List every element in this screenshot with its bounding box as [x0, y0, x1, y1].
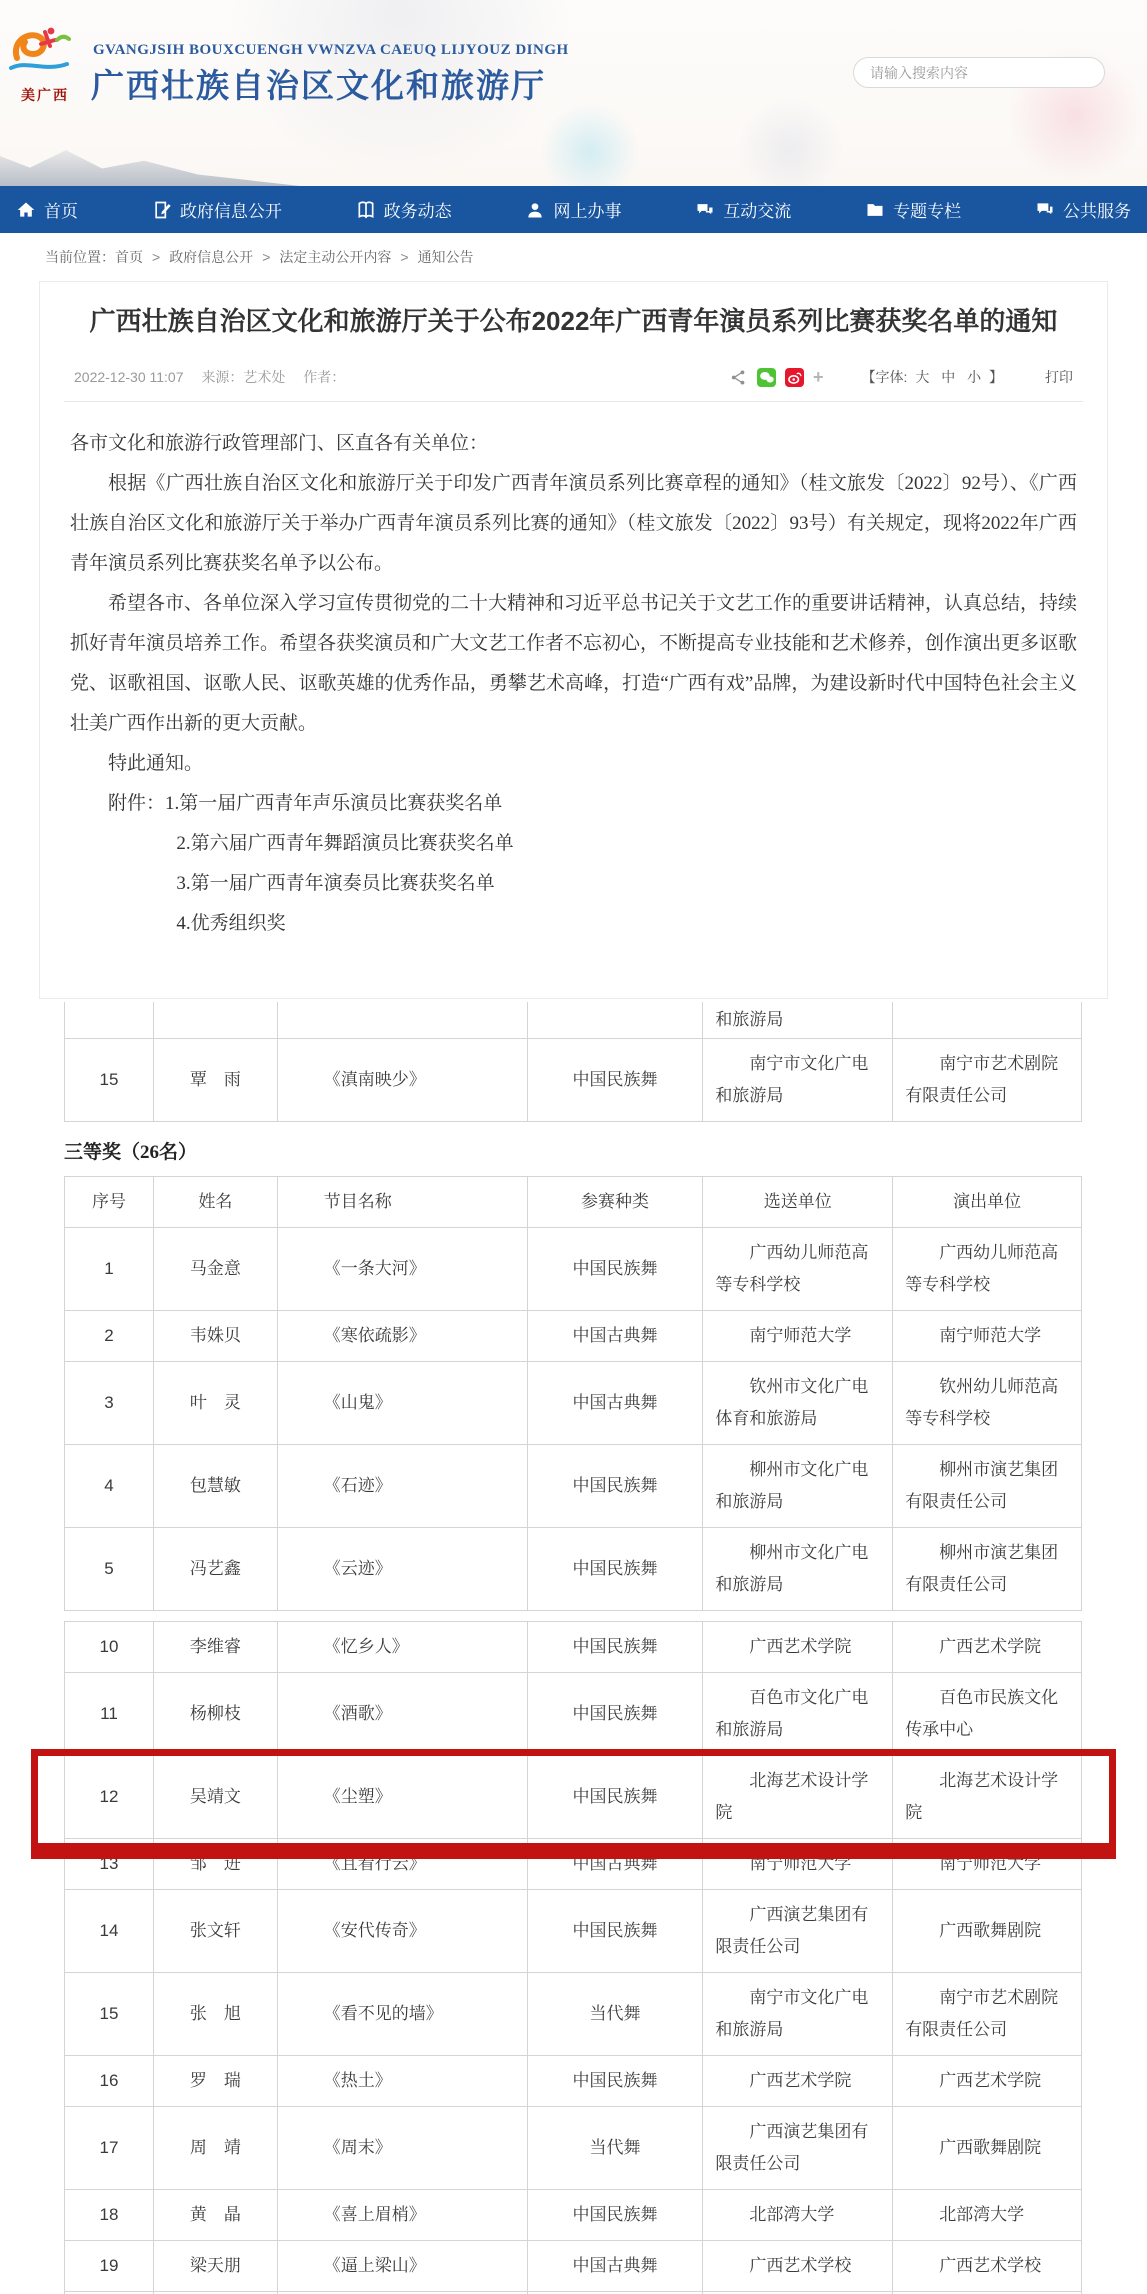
paragraph-closing: 特此通知。 — [108, 753, 204, 774]
cell-program-title: 《滇南映少》 — [278, 1039, 528, 1121]
cell-text: 钦州幼儿师范高等专科学校 — [905, 1377, 1059, 1428]
cell-program-title: 《喜上眉梢》 — [278, 2190, 528, 2240]
attachments-line — [70, 784, 1077, 824]
print-button[interactable]: 打印 — [1045, 369, 1073, 385]
cell-text: 广西歌舞剧院 — [939, 2138, 1042, 2157]
table-row — [65, 1839, 1082, 1890]
cell-text: 北海艺术设计学院 — [905, 1771, 1059, 1822]
cell-text: 北部湾大学 — [939, 2205, 1025, 2224]
cell-performing-org — [893, 2107, 1082, 2189]
table-row — [65, 1002, 1082, 1039]
table-header-row — [65, 1177, 1082, 1228]
cell-category: 中国民族舞 — [528, 1445, 704, 1527]
article-meta — [74, 367, 359, 387]
cell-name: 梁天朋 — [154, 2241, 278, 2291]
breadcrumb-item-home[interactable]: 首页 — [115, 249, 143, 265]
table-row — [65, 1890, 1082, 1973]
cell-text: 南宁市文化广电和旅游局 — [715, 1054, 869, 1105]
breadcrumb — [0, 233, 1147, 281]
cell-name: 吴靖文 — [154, 1756, 278, 1838]
cell-text: 钦州市文化广电体育和旅游局 — [715, 1377, 869, 1428]
cell-submitting-org — [703, 1362, 893, 1444]
cell-submitting-org — [703, 1673, 893, 1755]
table-row — [65, 2107, 1082, 2190]
table-row — [65, 1311, 1082, 1362]
cell-text: 广西艺术学校 — [749, 2256, 852, 2275]
cell-text: 百色市文化广电和旅游局 — [715, 1688, 869, 1739]
cell-name: 包慧敏 — [154, 1445, 278, 1527]
cell-name: 覃 雨 — [154, 1039, 278, 1121]
cell-program-title: 《一条大河》 — [278, 1228, 528, 1310]
cell-category: 中国民族舞 — [528, 1039, 704, 1121]
cell-text: 南宁师范大学 — [749, 1326, 852, 1345]
table-row — [65, 1228, 1082, 1311]
table-row — [65, 1039, 1082, 1122]
font-size-tools — [862, 367, 1003, 387]
cell-submitting-org — [703, 1890, 893, 1972]
third-prize-heading: 三等奖（26名） — [64, 1142, 198, 1163]
share-more-button[interactable]: + — [813, 366, 824, 387]
cell-performing-org — [893, 1362, 1082, 1444]
second-prize-table-fragment — [64, 1002, 1082, 1122]
home-icon — [16, 200, 36, 220]
cell-seq: 2 — [65, 1311, 154, 1361]
cell-text: 和旅游局 — [715, 1010, 784, 1029]
nav-item-home[interactable] — [16, 197, 78, 222]
cell-category: 中国民族舞 — [528, 1673, 704, 1755]
cell-program-title: 《寒依疏影》 — [278, 1311, 528, 1361]
cell-seq: 19 — [65, 2241, 154, 2291]
cell-text: 广西演艺集团有限责任公司 — [715, 2122, 869, 2173]
cell-program-title — [278, 1002, 528, 1038]
article-tools — [720, 367, 1073, 388]
breadcrumb-item-notices[interactable]: 通知公告 — [417, 249, 474, 265]
cell-performing-org — [893, 1839, 1082, 1889]
cell-program-title: 《看不见的墙》 — [278, 1973, 528, 2055]
online-service-icon — [525, 200, 545, 220]
nav-label: 公共服务 — [1062, 202, 1131, 221]
cell-seq: 15 — [65, 1039, 154, 1121]
breadcrumb-item-statutory-disclosure[interactable]: 法定主动公开内容 — [279, 249, 392, 265]
source-label: 来源：艺术处 — [201, 369, 286, 385]
font-size-medium-button[interactable]: 中 — [941, 369, 956, 385]
cell-seq: 11 — [65, 1673, 154, 1755]
cell-seq: 1 — [65, 1228, 154, 1310]
nav-item-online-service[interactable] — [525, 197, 621, 222]
cell-text: 北海艺术设计学院 — [715, 1771, 869, 1822]
cell-name: 杨柳枝 — [154, 1673, 278, 1755]
table-row — [65, 2241, 1082, 2292]
third-prize-table-part1 — [64, 1176, 1082, 1611]
cell-name: 马金意 — [154, 1228, 278, 1310]
cell-seq: 4 — [65, 1445, 154, 1527]
attachment-item-4[interactable]: 4.优秀组织奖 — [176, 913, 286, 934]
cell-performing-org — [893, 1002, 1082, 1038]
cell-name: 黄 晶 — [154, 2190, 278, 2240]
cell-text: 南宁市艺术剧院有限责任公司 — [905, 1988, 1059, 2039]
cell-performing-org — [893, 1528, 1082, 1610]
share-icon[interactable] — [729, 368, 748, 387]
cell-seq: 3 — [65, 1362, 154, 1444]
interaction-icon — [695, 200, 715, 220]
cell-text: 南宁市文化广电和旅游局 — [715, 1988, 869, 2039]
cell-performing-org — [893, 2056, 1082, 2106]
nav-label: 首页 — [44, 202, 78, 221]
nav-item-interaction[interactable] — [695, 197, 791, 222]
wechat-share-icon[interactable] — [757, 368, 776, 387]
cell-program-title: 《逼上梁山》 — [278, 2241, 528, 2291]
site-title: 广西壮族自治区文化和旅游厅 — [91, 67, 546, 104]
cell-program-title: 《酒歌》 — [278, 1673, 528, 1755]
column-header: 节目名称 — [278, 1177, 528, 1227]
info-disclosure-icon — [152, 200, 172, 220]
cell-performing-org — [893, 1039, 1082, 1121]
cell-submitting-org — [703, 1839, 893, 1889]
cell-text: 南宁师范大学 — [939, 1854, 1042, 1873]
cell-text: 北部湾大学 — [749, 2205, 835, 2224]
article-body — [64, 424, 1083, 944]
special-topics-icon — [865, 200, 885, 220]
cell-submitting-org — [703, 2056, 893, 2106]
column-header: 姓名 — [154, 1177, 278, 1227]
cell-text: 南宁师范大学 — [749, 1854, 852, 1873]
cell-text: 广西幼儿师范高等专科学校 — [715, 1243, 869, 1294]
cell-performing-org — [893, 2190, 1082, 2240]
cell-category: 中国古典舞 — [528, 2241, 704, 2291]
search-input[interactable] — [853, 57, 1105, 88]
cell-name: 韦姝贝 — [154, 1311, 278, 1361]
nav-label: 政府信息公开 — [179, 202, 282, 221]
cell-text: 广西艺术学院 — [939, 2071, 1042, 2090]
cell-category: 中国民族舞 — [528, 2190, 704, 2240]
cell-performing-org — [893, 1890, 1082, 1972]
third-prize-table-part2 — [64, 1621, 1082, 2294]
breadcrumb-item-info-disclosure[interactable]: 政府信息公开 — [169, 249, 254, 265]
cell-submitting-org — [703, 1039, 893, 1121]
cell-text: 广西艺术学院 — [939, 1637, 1042, 1656]
cell-text: 广西幼儿师范高等专科学校 — [905, 1243, 1059, 1294]
cell-seq: 17 — [65, 2107, 154, 2189]
cell-text: 柳州市演艺集团有限责任公司 — [905, 1460, 1059, 1511]
font-size-large-button[interactable]: 大 — [915, 369, 930, 385]
cell-program-title: 《尘塑》 — [278, 1756, 528, 1838]
cell-name — [154, 1002, 278, 1038]
cell-text: 百色市民族文化传承中心 — [905, 1688, 1059, 1739]
cell-seq: 10 — [65, 1622, 154, 1672]
cell-seq — [65, 1002, 154, 1038]
breadcrumb-prefix: 当前位置： — [45, 249, 115, 265]
cell-program-title: 《忆乡人》 — [278, 1622, 528, 1672]
column-header: 参赛种类 — [528, 1177, 704, 1227]
cell-text: 广西艺术学院 — [749, 1637, 852, 1656]
cell-submitting-org — [703, 1228, 893, 1310]
nav-item-public-service[interactable] — [1035, 197, 1131, 222]
cell-performing-org — [893, 1622, 1082, 1672]
cell-program-title: 《云迹》 — [278, 1528, 528, 1610]
column-header: 演出单位 — [893, 1177, 1082, 1227]
cell-category: 中国民族舞 — [528, 1756, 704, 1838]
cell-name: 张 旭 — [154, 1973, 278, 2055]
public-service-icon — [1035, 200, 1055, 220]
cell-category: 中国民族舞 — [528, 1890, 704, 1972]
cell-text: 广西艺术学院 — [749, 2071, 852, 2090]
cell-performing-org — [893, 1445, 1082, 1527]
cell-program-title: 《安代传奇》 — [278, 1890, 528, 1972]
paragraph-basis: 根据《广西壮族自治区文化和旅游厅关于印发广西青年演员系列比赛章程的通知》（桂文旅发〔2022〕92号）、《广西壮族自治区文化和旅游厅关于举办广西青年演员系列比赛的通知》（桂文旅发〔2022〕93号）有关规定，现将2022年广西青年演员系列比赛获奖名单予以公布。 — [70, 473, 1077, 574]
cell-program-title: 《石迹》 — [278, 1445, 528, 1527]
cell-text: 广西艺术学校 — [939, 2256, 1042, 2275]
cell-category: 中国古典舞 — [528, 1839, 704, 1889]
breadcrumb-separator: > — [400, 249, 409, 265]
cell-performing-org — [893, 1973, 1082, 2055]
font-tools-prefix: 【字体: — [861, 369, 908, 385]
cell-program-title: 《周末》 — [278, 2107, 528, 2189]
paragraph-salutation: 各市文化和旅游行政管理部门、区直各有关单位： — [70, 433, 489, 454]
weibo-share-icon[interactable] — [785, 368, 804, 387]
cell-name: 叶 灵 — [154, 1362, 278, 1444]
table-row — [65, 1445, 1082, 1528]
attachment-item-1[interactable]: 1.第一届广西青年声乐演员比赛获奖名单 — [165, 793, 503, 814]
cell-performing-org — [893, 2241, 1082, 2291]
cell-submitting-org — [703, 1756, 893, 1838]
article-container — [39, 281, 1108, 999]
cell-name: 罗 瑞 — [154, 2056, 278, 2106]
cell-category: 中国古典舞 — [528, 1362, 704, 1444]
author-label: 作者： — [303, 369, 346, 385]
cell-category: 当代舞 — [528, 2107, 704, 2189]
nav-label: 政务动态 — [383, 202, 452, 221]
cell-category — [528, 1002, 704, 1038]
cell-submitting-org — [703, 1528, 893, 1610]
cell-submitting-org — [703, 2190, 893, 2240]
table-row — [65, 1756, 1082, 1839]
site-masthead — [0, 0, 1147, 186]
nav-label: 网上办事 — [553, 202, 622, 221]
cell-program-title: 《热土》 — [278, 2056, 528, 2106]
cell-seq: 13 — [65, 1839, 154, 1889]
table-row — [65, 1673, 1082, 1756]
mountain-decoration — [0, 140, 300, 186]
cell-submitting-org — [703, 1973, 893, 2055]
zhuangmei-guangxi-logo-icon — [5, 24, 85, 80]
cell-submitting-org — [703, 1622, 893, 1672]
cell-submitting-org — [703, 2241, 893, 2291]
cell-category: 中国民族舞 — [528, 1528, 704, 1610]
column-header: 序号 — [65, 1177, 154, 1227]
cell-submitting-org — [703, 1311, 893, 1361]
table-row — [65, 1622, 1082, 1673]
cell-seq: 14 — [65, 1890, 154, 1972]
table-row — [65, 2190, 1082, 2241]
cell-seq: 5 — [65, 1528, 154, 1610]
meta-divider — [64, 401, 1083, 402]
cell-name: 周 靖 — [154, 2107, 278, 2189]
cell-performing-org — [893, 1673, 1082, 1755]
cell-text: 柳州市文化广电和旅游局 — [715, 1543, 869, 1594]
breadcrumb-separator: > — [262, 249, 271, 265]
column-header: 选送单位 — [703, 1177, 893, 1227]
cell-seq: 12 — [65, 1756, 154, 1838]
cell-text: 南宁市艺术剧院有限责任公司 — [905, 1054, 1059, 1105]
cell-submitting-org — [703, 2107, 893, 2189]
font-tools-suffix: 】 — [989, 369, 1003, 385]
cell-seq: 18 — [65, 2190, 154, 2240]
article-meta-row — [64, 366, 1083, 388]
nav-item-special-topics[interactable] — [865, 197, 961, 222]
cell-performing-org — [893, 1228, 1082, 1310]
table-seam-gap — [0, 1611, 1147, 1621]
publish-datetime: 2022-12-30 11:07 — [74, 369, 184, 385]
article-title: 广西壮族自治区文化和旅游厅关于公布2022年广西青年演员系列比赛获奖名单的通知 — [89, 306, 1058, 336]
cell-category: 中国民族舞 — [528, 1228, 704, 1310]
main-nav — [0, 186, 1147, 233]
table-row — [65, 2056, 1082, 2107]
attachment-item-3[interactable]: 3.第一届广西青年演奏员比赛获奖名单 — [176, 873, 495, 894]
zhuang-language-title: GVANGJSIH BOUXCUENGH VWNZVA CAEUQ LIJYOUZ DINGH — [93, 42, 569, 58]
nav-item-info-disclosure[interactable] — [152, 197, 282, 222]
cell-program-title: 《山鬼》 — [278, 1362, 528, 1444]
cell-performing-org — [893, 1756, 1082, 1838]
gov-news-icon — [356, 200, 376, 220]
nav-label: 专题专栏 — [893, 202, 962, 221]
logo-caption: 美广西 — [21, 89, 69, 104]
attachments-label: 附件： — [108, 793, 166, 814]
cell-text: 南宁师范大学 — [939, 1326, 1042, 1345]
cell-seq: 15 — [65, 1973, 154, 2055]
cell-category: 当代舞 — [528, 1973, 704, 2055]
cell-submitting-org — [703, 1002, 893, 1038]
attachment-item-2[interactable]: 2.第六届广西青年舞蹈演员比赛获奖名单 — [176, 833, 514, 854]
table-row — [65, 1528, 1082, 1611]
paragraph-expectation: 希望各市、各单位深入学习宣传贯彻党的二十大精神和习近平总书记关于文艺工作的重要讲话精神，认真总结，持续抓好青年演员培养工作。希望各获奖演员和广大文艺工作者不忘初心，不断提高专业技能和艺术修养，创作演出更多讴歌党、讴歌祖国、讴歌人民、讴歌英雄的优秀作品，勇攀艺术高峰，打造“广西有戏”品牌，为建设新时代中国特色社会主义壮美广西作出新的更大贡献。 — [70, 593, 1078, 734]
cell-name: 邹 进 — [154, 1839, 278, 1889]
table-row — [65, 1973, 1082, 2056]
cell-category: 中国古典舞 — [528, 1311, 704, 1361]
cell-submitting-org — [703, 1445, 893, 1527]
site-logo[interactable] — [2, 24, 88, 105]
cell-name: 冯艺鑫 — [154, 1528, 278, 1610]
cell-name: 李维睿 — [154, 1622, 278, 1672]
font-size-small-button[interactable]: 小 — [967, 369, 982, 385]
cell-text: 柳州市演艺集团有限责任公司 — [905, 1543, 1059, 1594]
table-row — [65, 1362, 1082, 1445]
cell-category: 中国民族舞 — [528, 2056, 704, 2106]
cell-text: 柳州市文化广电和旅游局 — [715, 1460, 869, 1511]
award-tables-section — [0, 1002, 1147, 2294]
cell-text: 广西歌舞剧院 — [939, 1921, 1042, 1940]
cell-performing-org — [893, 1311, 1082, 1361]
nav-item-gov-news[interactable] — [356, 197, 452, 222]
cell-program-title: 《且看行云》 — [278, 1839, 528, 1889]
cell-category: 中国民族舞 — [528, 1622, 704, 1672]
cell-name: 张文轩 — [154, 1890, 278, 1972]
cell-seq: 16 — [65, 2056, 154, 2106]
nav-label: 互动交流 — [723, 202, 792, 221]
cell-text: 广西演艺集团有限责任公司 — [715, 1905, 869, 1956]
breadcrumb-separator: > — [152, 249, 161, 265]
